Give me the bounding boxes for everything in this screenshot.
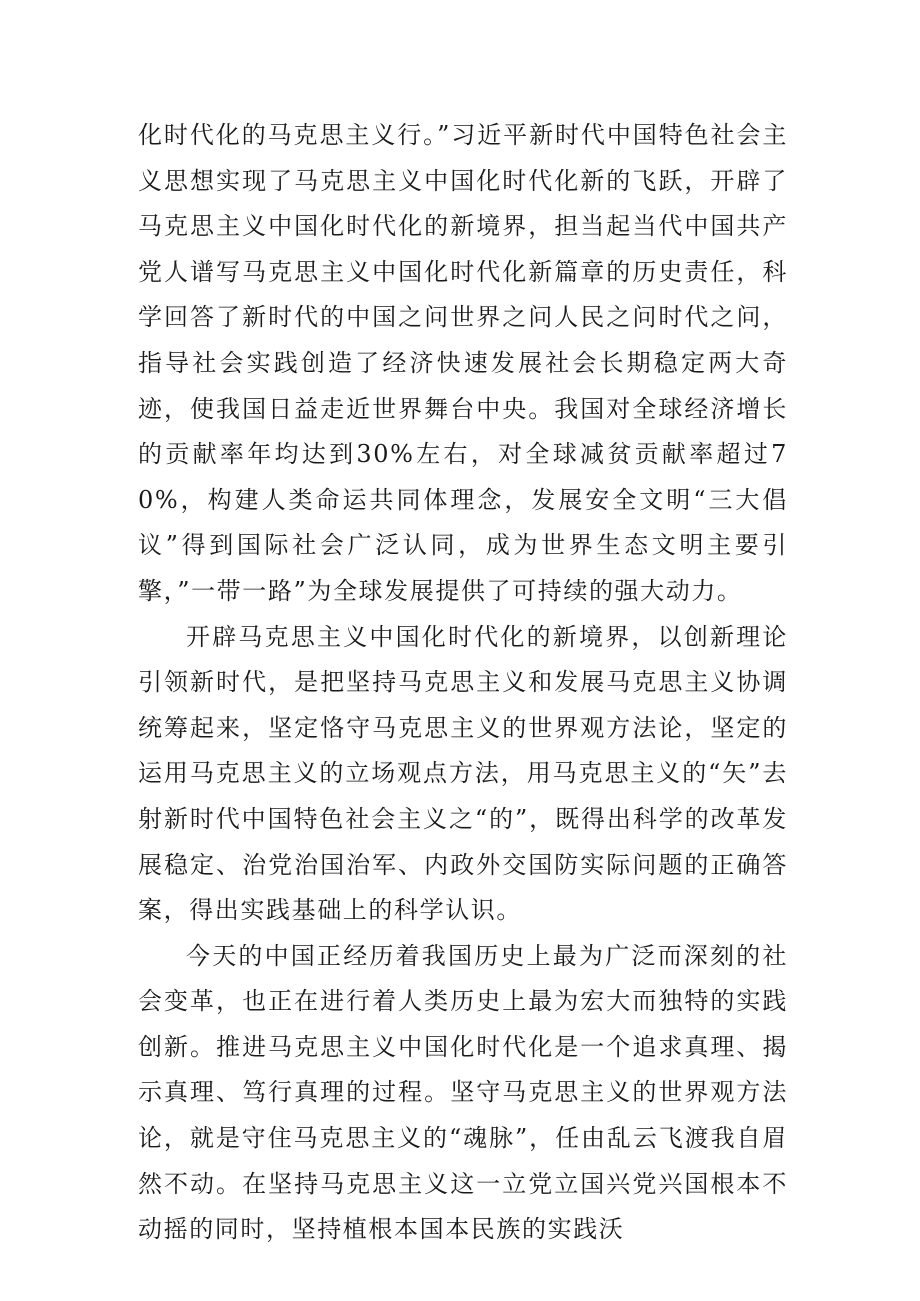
paragraph-2: 开辟马克思主义中国化时代化的新境界，以创新理论引领新时代，是把坚持马克思主义和发展马克思主义协调统筹起来，坚定恪守马克思主义的世界观方法论，坚定的运用马克思主义的立场观点方法，用马克思主义的“矢”去射新时代中国特色社会主义之“的”，既得出科学的改革发展稳定、治党治国治军、内政外交国防实际问题的正确答案，得出实践基础上的科学认识。	[138, 622, 788, 925]
paragraph-1: 化时代化的马克思主义行。”习近平新时代中国特色社会主义思想实现了马克思主义中国化时代化新的飞跃，开辟了马克思主义中国化时代化的新境界，担当起当代中国共产党人谱写马克思主义中国化时代化新篇章的历史责任，科学回答了新时代的中国之问世界之问人民之问时代之问，指导社会实践创造了经济快速发展社会长期稳定两大奇迹，使我国日益走近世界舞台中央。我国对全球经济增长的贡献率年均达到30%左右，对全球减贫贡献率超过70%，构建人类命运共同体理念，发展安全文明“三大倡议”得到国际社会广泛认同，成为世界生态文明主要引擎，”一带一路”为全球发展提供了可持续的强大动力。	[138, 121, 788, 605]
paragraph-3: 今天的中国正经历着我国历史上最为广泛而深刻的社会变革，也正在进行着人类历史上最为宏大而独特的实践创新。推进马克思主义中国化时代化是一个追求真理、揭示真理、笃行真理的过程。坚守马克思主义的世界观方法论，就是守住马克思主义的“魂脉”，任由乱云飞渡我自眉然不动。在坚持马克思主义这一立党立国兴党兴国根本不动摇的同时，坚持植根本国本民族的实践沃	[138, 941, 788, 1244]
document-body	[138, 113, 788, 1253]
